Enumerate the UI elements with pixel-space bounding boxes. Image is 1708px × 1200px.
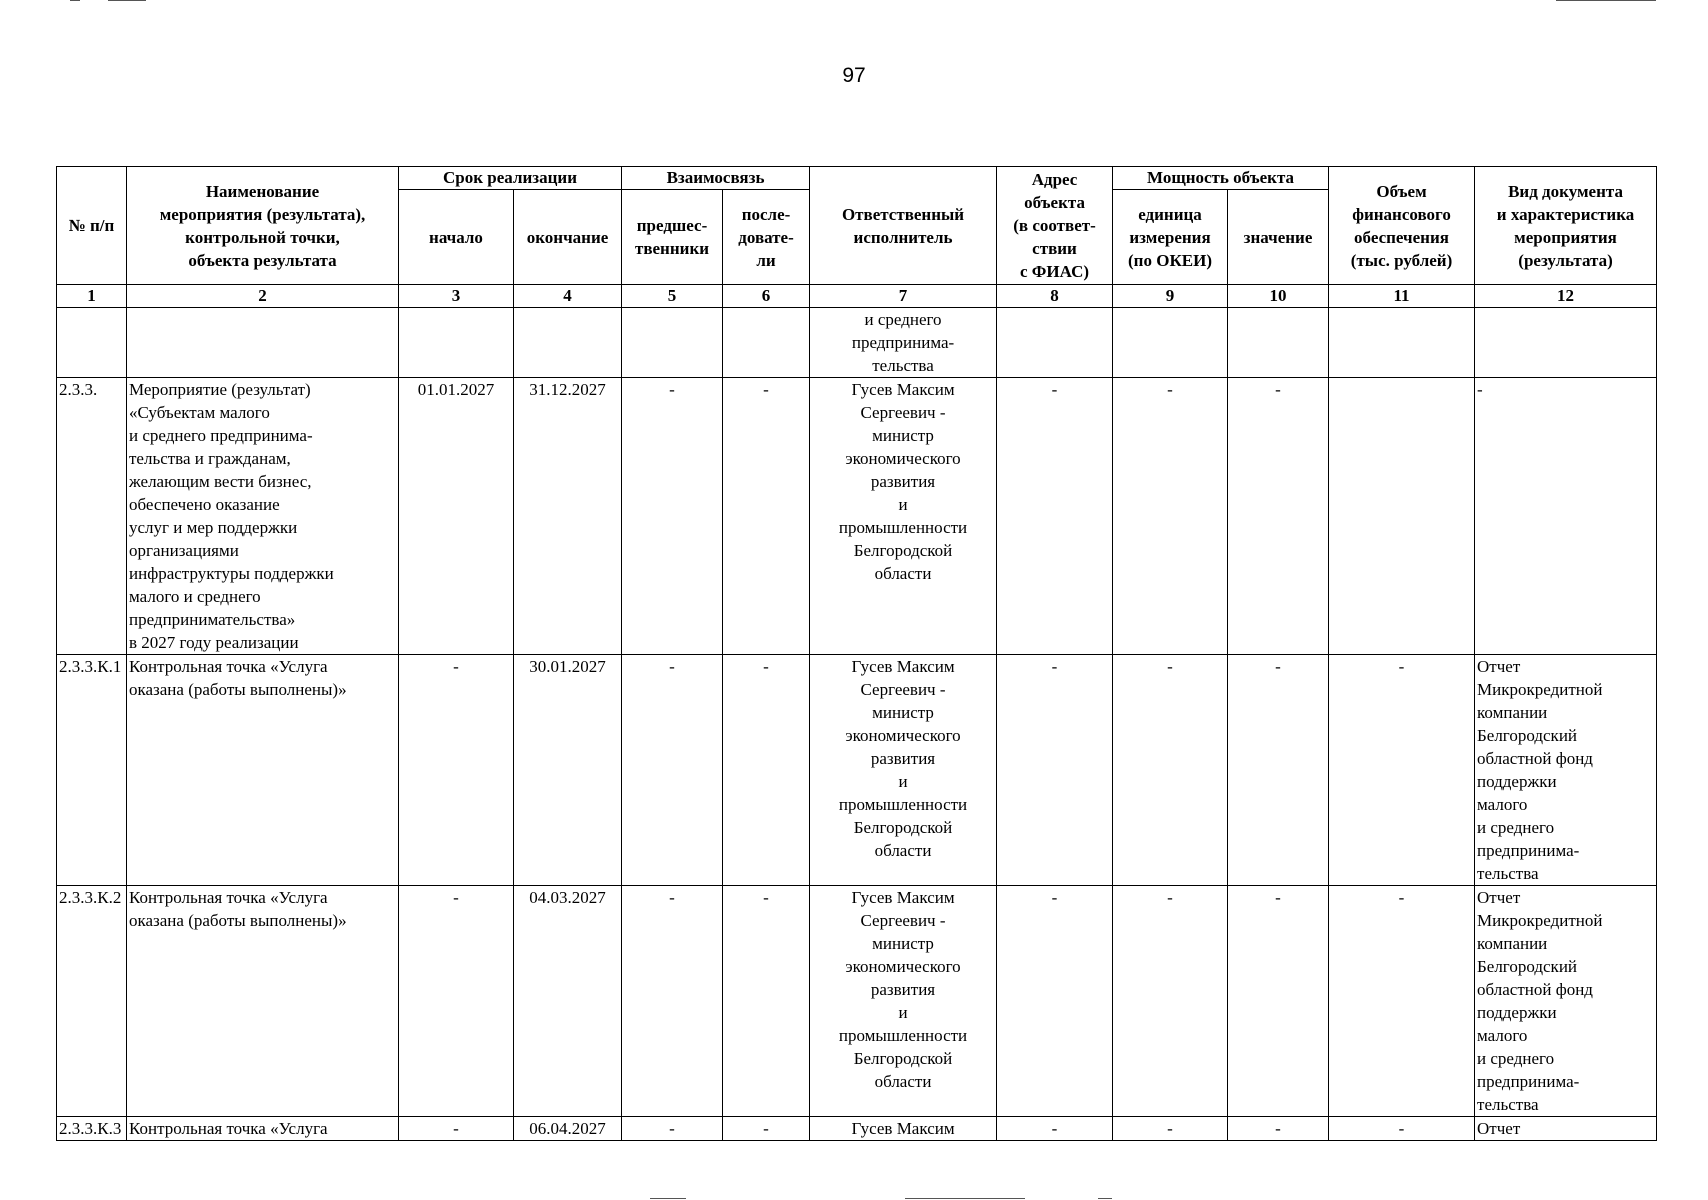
cell-end: 31.12.2027 (514, 378, 622, 655)
table-row-2-3-3 (57, 378, 1657, 655)
column-number: 11 (1329, 285, 1475, 308)
cell-finance: - (1329, 1117, 1475, 1141)
cell-name: Контрольная точка «Услуга (127, 1117, 399, 1141)
cell-doc: Отчет Микрокредитной компании Белгородский областной фонд поддержки малого и среднего предпринима- тельства (1475, 655, 1657, 886)
column-number: 5 (622, 285, 723, 308)
cell-num: 2.3.3.К.2 (57, 886, 127, 1117)
cell-value: - (1228, 378, 1329, 655)
cell-responsible: Гусев Максим Сергеевич - министр экономического развития и промышленности Белгородской области (810, 378, 997, 655)
cell-doc: - (1475, 378, 1657, 655)
cell-next: - (723, 1117, 810, 1141)
cell-name: Контрольная точка «Услуга оказана (работы выполнены)» (127, 886, 399, 1117)
header-capacity: Мощность объекта (1113, 167, 1329, 190)
cell-num: 2.3.3. (57, 378, 127, 655)
cell-start: - (399, 1117, 514, 1141)
header-address: Адрес объекта (в соответ- ствии с ФИАС) (997, 167, 1113, 285)
table-row-2-3-3-k1 (57, 655, 1657, 886)
cell-name: Контрольная точка «Услуга оказана (работы выполнены)» (127, 655, 399, 886)
column-number: 7 (810, 285, 997, 308)
cell-address: - (997, 886, 1113, 1117)
cell-end: 30.01.2027 (514, 655, 622, 886)
column-number: 10 (1228, 285, 1329, 308)
scan-artifact-top-right (1556, 0, 1656, 1)
column-number: 4 (514, 285, 622, 308)
cell-doc (1475, 308, 1657, 378)
cell-finance (1329, 308, 1475, 378)
cell-doc: Отчет Микрокредитной компании Белгородский областной фонд поддержки малого и среднего предпринима- тельства (1475, 886, 1657, 1117)
header-num: № п/п (57, 167, 127, 285)
header-capacity-unit: единица измерения (по ОКЕИ) (1113, 190, 1228, 285)
cell-value: - (1228, 886, 1329, 1117)
cell-responsible: и среднего предпринима- тельства (810, 308, 997, 378)
header-link-pred: предшес- твенники (622, 190, 723, 285)
cell-unit: - (1113, 886, 1228, 1117)
cell-end: 04.03.2027 (514, 886, 622, 1117)
header-name: Наименование мероприятия (результата), контрольной точки, объекта результата (127, 167, 399, 285)
header-responsible: Ответственный исполнитель (810, 167, 997, 285)
cell-responsible: Гусев Максим (810, 1117, 997, 1141)
cell-start: - (399, 655, 514, 886)
scan-artifact-bottom-2 (905, 1198, 1025, 1199)
cell-start: - (399, 886, 514, 1117)
column-number: 8 (997, 285, 1113, 308)
cell-unit: - (1113, 1117, 1228, 1141)
header-capacity-value: значение (1228, 190, 1329, 285)
cell-doc: Отчет (1475, 1117, 1657, 1141)
scan-artifact-top-left (70, 0, 80, 1)
cell-address (997, 308, 1113, 378)
header-finance: Объем финансового обеспечения (тыс. рублей) (1329, 167, 1475, 285)
cell-pred: - (622, 886, 723, 1117)
cell-name: Мероприятие (результат) «Субъектам малого и среднего предпринима- тельства и гражданам, желающим вести бизнес, обеспечено оказание услуг и мер поддержки организациями инфраструктуры поддержки малого и среднего предпринимательства» в 2027 году реализации (127, 378, 399, 655)
cell-finance: - (1329, 655, 1475, 886)
cell-unit: - (1113, 655, 1228, 886)
cell-start: 01.01.2027 (399, 378, 514, 655)
header-link: Взаимосвязь (622, 167, 810, 190)
cell-pred (622, 308, 723, 378)
cell-address: - (997, 378, 1113, 655)
cell-responsible: Гусев Максим Сергеевич - министр экономического развития и промышленности Белгородской области (810, 886, 997, 1117)
cell-pred: - (622, 1117, 723, 1141)
scan-artifact-bottom-3 (1098, 1198, 1112, 1199)
cell-finance: - (1329, 886, 1475, 1117)
cell-next: - (723, 378, 810, 655)
column-number: 6 (723, 285, 810, 308)
header-doc: Вид документа и характеристика мероприятия (результата) (1475, 167, 1657, 285)
header-term: Срок реализации (399, 167, 622, 190)
cell-pred: - (622, 655, 723, 886)
header-term-end: окончание (514, 190, 622, 285)
cell-address: - (997, 655, 1113, 886)
cell-pred: - (622, 378, 723, 655)
cell-start (399, 308, 514, 378)
cell-responsible: Гусев Максим Сергеевич - министр экономического развития и промышленности Белгородской области (810, 655, 997, 886)
header-link-next: после- довате- ли (723, 190, 810, 285)
implementation-plan-table (56, 166, 1657, 1141)
cell-address: - (997, 1117, 1113, 1141)
column-number: 2 (127, 285, 399, 308)
column-number: 12 (1475, 285, 1657, 308)
column-number: 9 (1113, 285, 1228, 308)
column-number: 3 (399, 285, 514, 308)
table-row-2-3-3-k2 (57, 886, 1657, 1117)
cell-num (57, 308, 127, 378)
cell-value: - (1228, 655, 1329, 886)
cell-next: - (723, 886, 810, 1117)
column-number: 1 (57, 285, 127, 308)
header-row-1 (57, 167, 1657, 190)
cell-value (1228, 308, 1329, 378)
cell-num: 2.3.3.К.1 (57, 655, 127, 886)
cell-finance (1329, 378, 1475, 655)
table-row-2-3-3-k3 (57, 1117, 1657, 1141)
header-term-start: начало (399, 190, 514, 285)
column-number-row (57, 285, 1657, 308)
scan-artifact-top-left-2 (108, 0, 146, 1)
cell-unit: - (1113, 378, 1228, 655)
cell-unit (1113, 308, 1228, 378)
cell-end (514, 308, 622, 378)
page-number: 97 (842, 64, 866, 87)
cell-value: - (1228, 1117, 1329, 1141)
table-row-continuation (57, 308, 1657, 378)
cell-next: - (723, 655, 810, 886)
cell-name (127, 308, 399, 378)
cell-num: 2.3.3.К.3 (57, 1117, 127, 1141)
scan-artifact-bottom (650, 1198, 686, 1199)
cell-next (723, 308, 810, 378)
cell-end: 06.04.2027 (514, 1117, 622, 1141)
